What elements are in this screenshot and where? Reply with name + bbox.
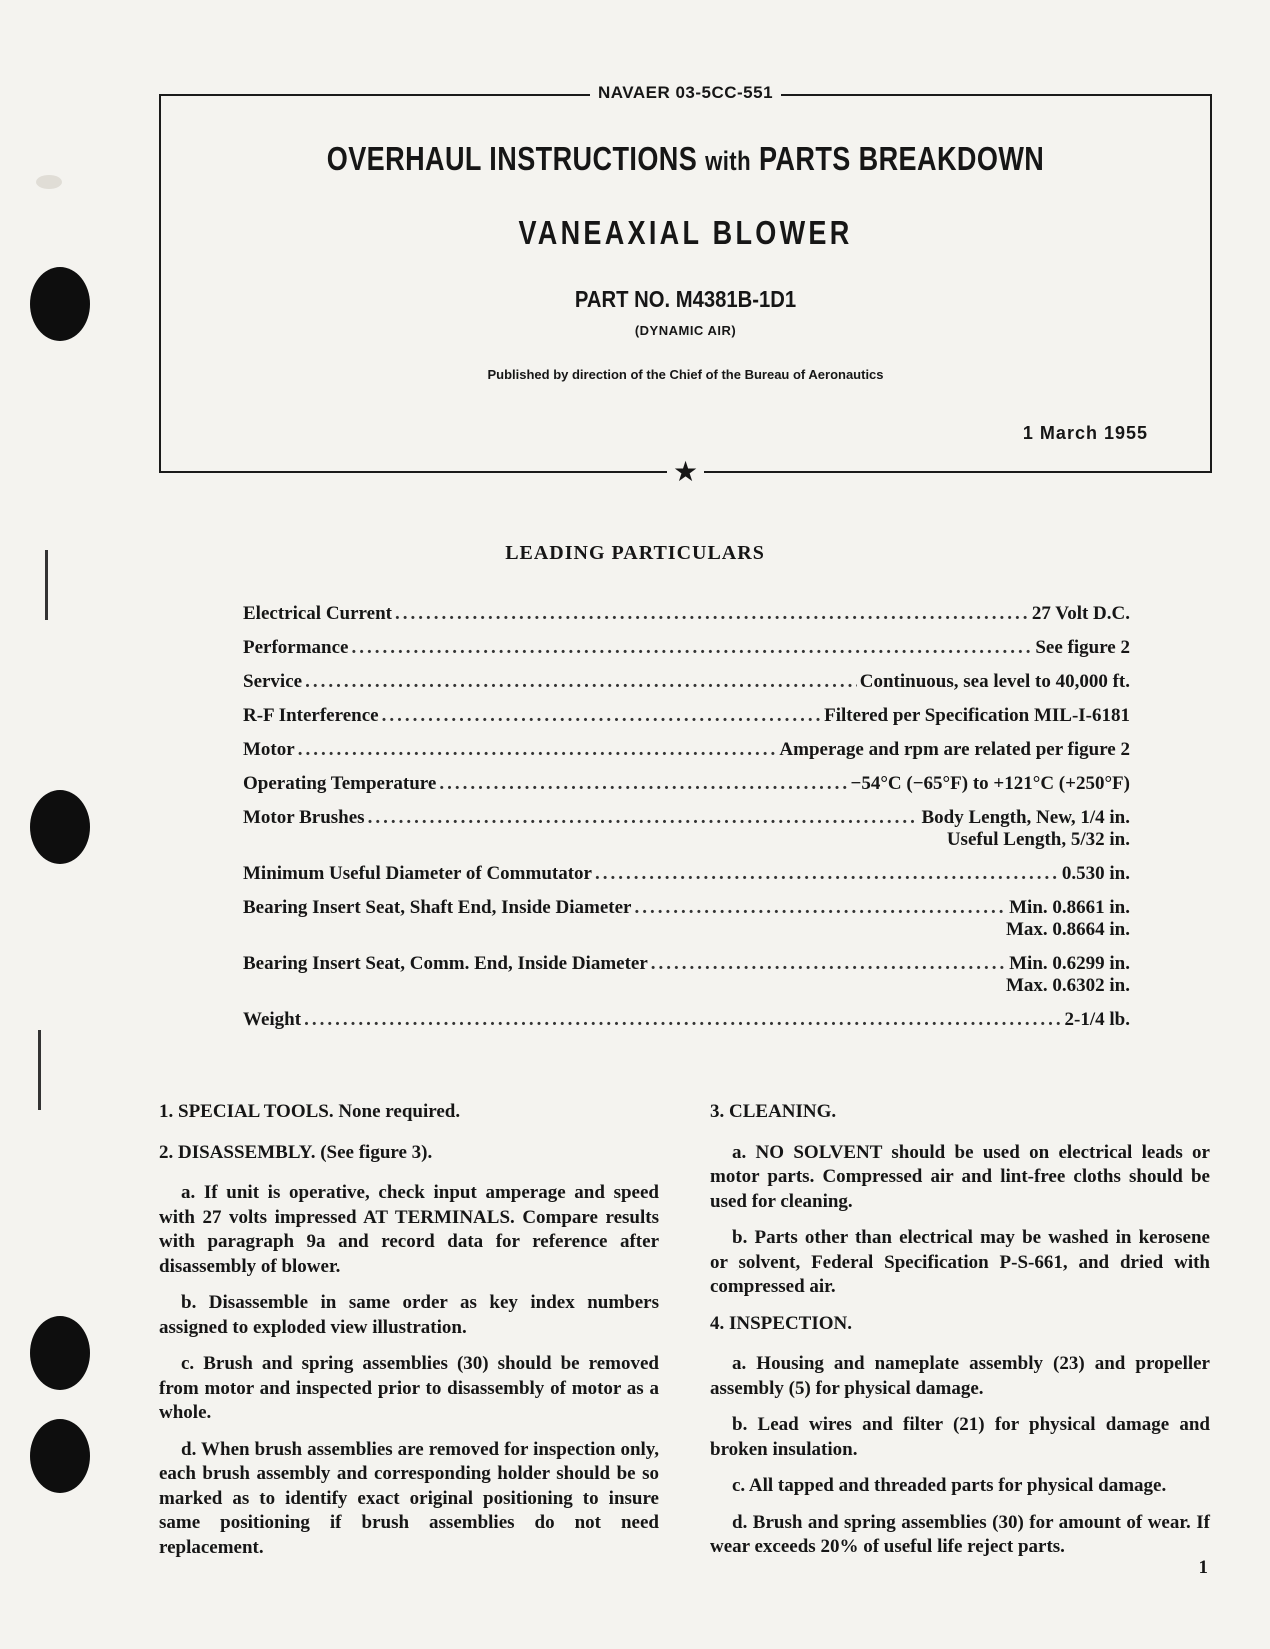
left-column <box>159 1100 659 1572</box>
leader-dots <box>382 705 822 727</box>
publication-date: 1 March 1955 <box>1022 423 1148 443</box>
leader-dots <box>352 637 1033 659</box>
leader-dots <box>298 739 777 761</box>
spec-label: Weight <box>243 1009 302 1030</box>
leader-dots <box>304 1009 1061 1031</box>
binder-hole <box>30 267 90 341</box>
spec-value: Filtered per Specification MIL-I-6181 <box>824 705 1130 726</box>
disassembly-para-b: b. Disassemble in same order as key index numbers assigned to exploded view illustration. <box>159 1292 659 1338</box>
punch-mark <box>36 175 62 189</box>
title-part2: PARTS BREAKDOWN <box>758 140 1045 177</box>
spec-value: See figure 2 <box>1035 637 1130 658</box>
spec-value: 2-1/4 lb. <box>1064 1009 1130 1030</box>
spec-label: Service <box>243 671 303 692</box>
cleaning-heading: 3. CLEANING. <box>710 1101 837 1122</box>
disassembly-para-a: a. If unit is operative, check input amperage and speed with 27 volts impressed AT TERMINALS. Compare results with paragraph 9a and record data for reference after disassembly of blower. <box>159 1182 659 1277</box>
binder-hole <box>30 1316 90 1390</box>
spec-item <box>243 807 1130 851</box>
spec-label: Motor Brushes <box>243 807 365 828</box>
spec-value: Continuous, sea level to 40,000 ft. <box>859 671 1130 692</box>
leader-dots <box>651 953 1006 975</box>
header-box <box>159 83 1212 488</box>
spec-label: Performance <box>243 637 349 658</box>
subtitle: VANEAXIAL BLOWER <box>518 214 853 251</box>
inspection-para-d: d. Brush and spring assemblies (30) for amount of wear. If wear exceeds 20% of useful life reject parts. <box>710 1511 1210 1557</box>
spec-item <box>243 863 1130 885</box>
star-icon: ★ <box>161 458 1210 488</box>
title-part1: OVERHAUL INSTRUCTIONS <box>326 140 698 177</box>
spec-label: Bearing Insert Seat, Shaft End, Inside Diameter <box>243 897 632 918</box>
part-number: PART NO. M4381B-1D1 <box>574 286 797 312</box>
inspection-para-b: b. Lead wires and filter (21) for physical damage and broken insulation. <box>710 1414 1210 1460</box>
spec-value-continued: Max. 0.8664 in. <box>1005 919 1130 940</box>
spec-value-continued: Useful Length, 5/32 in. <box>946 829 1130 850</box>
spec-item <box>243 739 1130 761</box>
spec-value: Body Length, New, 1/4 in. <box>921 807 1130 828</box>
leading-particulars-list <box>243 603 1130 1043</box>
disassembly-para-c: c. Brush and spring assemblies (30) should be removed from motor and inspected prior to disassembly of motor as a whole. <box>159 1353 659 1423</box>
special-tools-heading: 1. SPECIAL TOOLS. None required. <box>159 1101 461 1122</box>
spec-item <box>243 897 1130 941</box>
spec-value: Amperage and rpm are related per figure 2 <box>779 739 1130 760</box>
leader-dots <box>305 671 857 693</box>
spec-item <box>243 637 1130 659</box>
binder-hole <box>30 1419 90 1493</box>
spec-item <box>243 773 1130 795</box>
disassembly-para-d: d. When brush assemblies are removed for inspection only, each brush assembly and corresponding holder should be so marked as to identify exact original positioning to insure same positioning if brush assemblies do not need replacement. <box>159 1438 659 1558</box>
spec-value: Min. 0.6299 in. <box>1009 953 1130 974</box>
spec-item <box>243 1009 1130 1031</box>
spec-item <box>243 705 1130 727</box>
spec-label: R-F Interference <box>243 705 379 726</box>
leading-particulars-heading: LEADING PARTICULARS <box>505 542 765 564</box>
leader-dots <box>439 773 847 795</box>
title-with: with <box>705 146 752 176</box>
leader-dots <box>395 603 1029 625</box>
leader-dots <box>634 897 1006 919</box>
spec-item <box>243 953 1130 997</box>
spec-label: Operating Temperature <box>243 773 437 794</box>
published-by: Published by direction of the Chief of the Bureau of Aeronautics <box>487 367 884 382</box>
disassembly-heading: 2. DISASSEMBLY. (See figure 3). <box>159 1141 433 1163</box>
spec-label: Motor <box>243 739 295 760</box>
spec-value-continued: Max. 0.6302 in. <box>1005 975 1130 996</box>
right-column <box>710 1100 1210 1572</box>
inspection-heading: 4. INSPECTION. <box>710 1312 852 1334</box>
binder-mark <box>38 1030 41 1110</box>
page-number: 1 <box>1198 1557 1208 1578</box>
document-number: NAVAER 03-5CC-551 <box>161 83 1210 103</box>
binder-hole <box>30 790 90 864</box>
inspection-para-a: a. Housing and nameplate assembly (23) and propeller assembly (5) for physical damage. <box>710 1353 1210 1399</box>
spec-value: 27 Volt D.C. <box>1031 603 1130 624</box>
spec-item <box>243 603 1130 625</box>
spec-label: Minimum Useful Diameter of Commutator <box>243 863 592 884</box>
spec-value: Min. 0.8661 in. <box>1009 897 1130 918</box>
spec-label: Bearing Insert Seat, Comm. End, Inside Diameter <box>243 953 648 974</box>
spec-item <box>243 671 1130 693</box>
leader-dots <box>368 807 919 829</box>
spec-label: Electrical Current <box>243 603 392 624</box>
spec-value: 0.530 in. <box>1061 863 1130 884</box>
cleaning-para-a: a. NO SOLVENT should be used on electrical leads or motor parts. Compressed air and lint-free cloths should be used for cleaning. <box>710 1141 1210 1212</box>
inspection-para-c: c. All tapped and threaded parts for physical damage. <box>732 1475 1167 1496</box>
cleaning-para-b: b. Parts other than electrical may be washed in kerosene or solvent, Federal Specification P-S-661, and dried with compressed air. <box>710 1227 1210 1297</box>
spec-value: −54°C (−65°F) to +121°C (+250°F) <box>850 773 1130 794</box>
main-title <box>255 140 1115 178</box>
leader-dots <box>595 863 1059 885</box>
manufacturer: (DYNAMIC AIR) <box>634 323 737 338</box>
